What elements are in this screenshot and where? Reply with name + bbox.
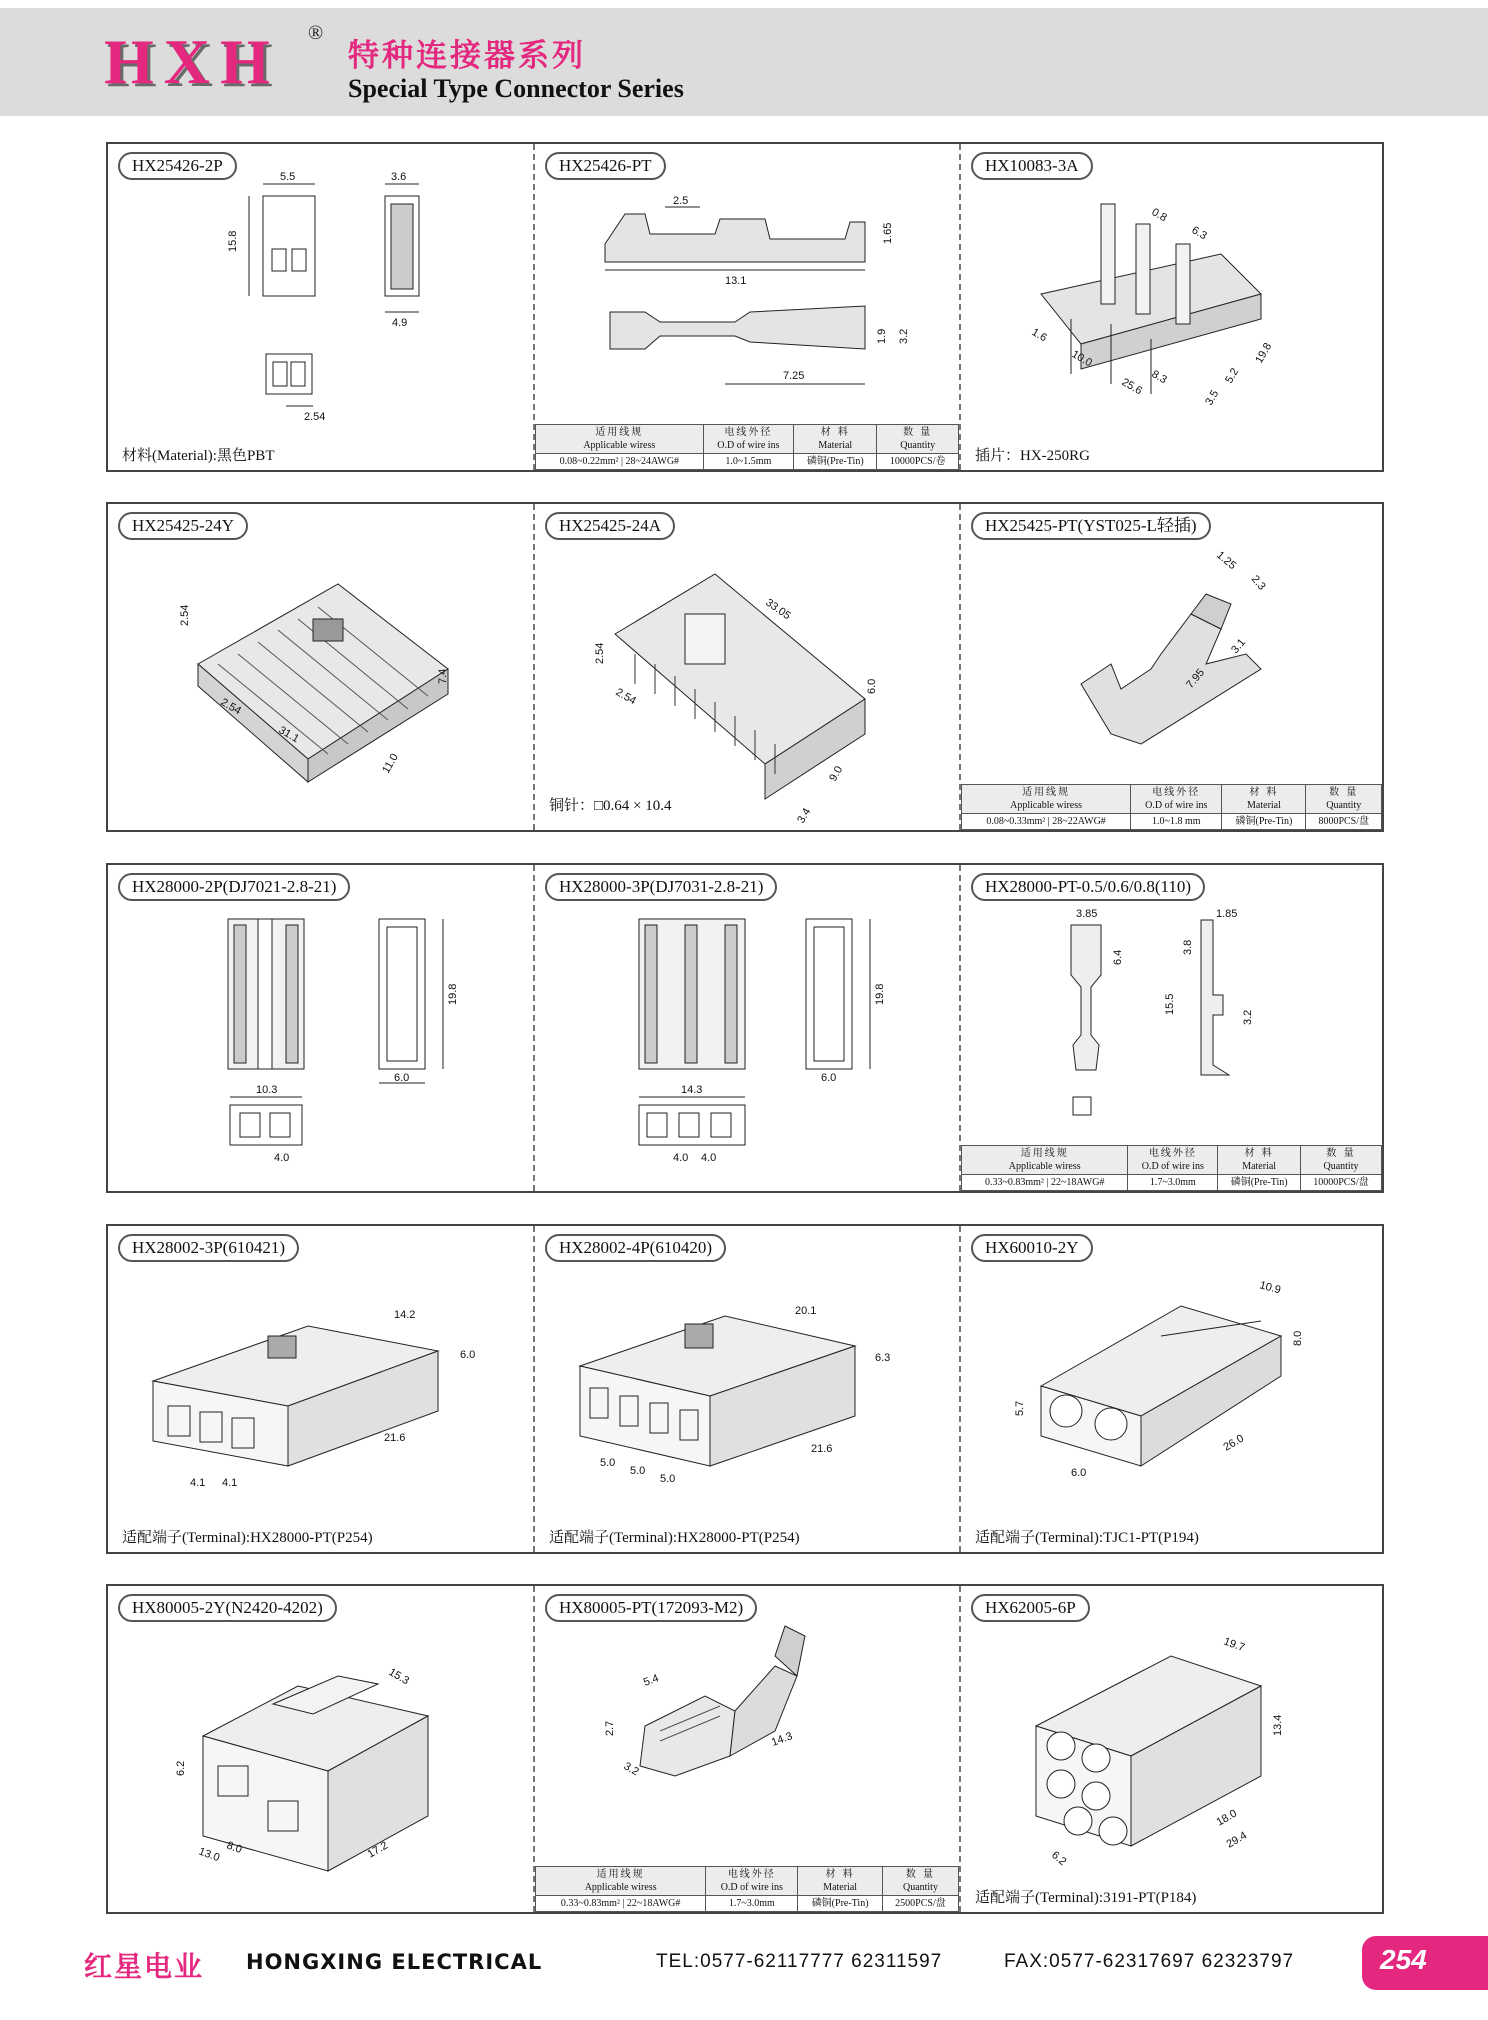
product-label: HX10083-3A xyxy=(971,152,1093,180)
product-cell xyxy=(108,1226,535,1552)
spec-value: 1.7~3.0mm xyxy=(706,1896,798,1912)
dimension-label: 6.0 xyxy=(866,678,878,694)
product-label: HX28000-2P(DJ7021-2.8-21) xyxy=(118,873,350,901)
dimension-label: 10.0 xyxy=(1069,348,1095,370)
spec-header-material: 材 料 Material xyxy=(798,1867,883,1896)
dimension-labels xyxy=(961,865,1382,1125)
product-cell xyxy=(961,1586,1382,1912)
dimension-label: 15.5 xyxy=(1164,993,1176,1015)
dimension-label: 29.4 xyxy=(1224,1829,1250,1851)
spec-header-quantity: 数 量 Quantity xyxy=(877,425,959,454)
dimension-label: 3.2 xyxy=(621,1760,641,1779)
dimension-label: 25.6 xyxy=(1119,376,1145,398)
dimension-label: 6.2 xyxy=(1049,1849,1069,1869)
dimension-labels xyxy=(108,865,535,1195)
dimension-labels xyxy=(535,504,961,834)
dimension-label: 13.1 xyxy=(725,275,747,287)
dimension-label: 19.8 xyxy=(1253,340,1275,366)
spec-header-od: 电线外径 O.D of wire ins xyxy=(706,1867,798,1896)
product-cell xyxy=(535,504,961,830)
dimension-labels xyxy=(961,504,1382,764)
dimension-labels xyxy=(961,1586,1382,1886)
spec-value: 1.0~1.5mm xyxy=(703,454,794,470)
dimension-label: 19.8 xyxy=(447,983,459,1005)
dimension-label: 6.0 xyxy=(394,1072,410,1084)
spec-table xyxy=(961,1145,1382,1191)
dimension-label: 21.6 xyxy=(384,1432,406,1444)
series-title-en: Special Type Connector Series xyxy=(348,74,684,103)
product-cell xyxy=(961,865,1382,1191)
dimension-label: 3.8 xyxy=(1182,939,1194,955)
product-cell xyxy=(961,1226,1382,1552)
dimension-labels xyxy=(535,865,961,1195)
dimension-label: 17.2 xyxy=(365,1839,391,1861)
dimension-label: 6.2 xyxy=(175,1760,187,1776)
product-cell xyxy=(961,504,1382,830)
catalog-row-2 xyxy=(106,502,1384,832)
spec-value: 10000PCS/盘 xyxy=(1300,1175,1381,1191)
dimension-labels xyxy=(535,1226,961,1526)
dimension-label: 4.9 xyxy=(392,317,408,329)
product-label: HX28000-3P(DJ7031-2.8-21) xyxy=(545,873,777,901)
spec-table xyxy=(535,424,959,470)
dimension-label: 8.0 xyxy=(1292,1330,1304,1346)
spec-header-gauge: 适用线规 Applicable wiress xyxy=(962,785,1131,814)
dimension-label: 3.2 xyxy=(1242,1009,1254,1025)
product-label: HX80005-PT(172093-M2) xyxy=(545,1594,757,1622)
spec-value: 0.33~0.83mm² | 22~18AWG# xyxy=(962,1175,1128,1191)
dimension-label: 4.1 xyxy=(190,1477,206,1489)
company-name-cn: 红星电业 xyxy=(84,1950,205,1983)
page-number: 254 xyxy=(1380,1944,1427,1975)
dimension-label: 4.0 xyxy=(274,1152,290,1164)
dimension-label: 20.1 xyxy=(795,1305,817,1317)
dimension-label: 0.8 xyxy=(1149,206,1169,225)
spec-header-od: 电线外径 O.D of wire ins xyxy=(703,425,794,454)
fax: FAX:0577-62317697 62323797 xyxy=(1004,1951,1295,1972)
dimension-label: 10.3 xyxy=(256,1084,278,1096)
dimension-label: 26.0 xyxy=(1221,1432,1247,1454)
dimension-label: 3.85 xyxy=(1076,908,1098,920)
product-cell xyxy=(108,865,535,1191)
dimension-label: 5.2 xyxy=(1223,366,1242,386)
dimension-label: 6.0 xyxy=(460,1349,476,1361)
spec-value: 0.08~0.22mm² | 28~24AWG# xyxy=(536,454,704,470)
dimension-labels xyxy=(108,1586,535,1916)
dimension-label: 15.8 xyxy=(227,230,239,252)
dimension-label: 14.3 xyxy=(681,1084,703,1096)
dimension-label: 7.95 xyxy=(1184,666,1208,691)
dimension-label: 2.54 xyxy=(304,411,326,423)
spec-header-gauge: 适用线规 Applicable wiress xyxy=(536,425,704,454)
dimension-label: 1.6 xyxy=(1029,326,1049,345)
product-label: HX25425-PT(YST025-L轻插) xyxy=(971,512,1211,540)
spec-table xyxy=(535,1866,959,1912)
spec-header-quantity: 数 量 Quantity xyxy=(1306,785,1382,814)
spec-value: 磷铜(Pre-Tin) xyxy=(794,454,877,470)
dimension-label: 6.0 xyxy=(1071,1467,1087,1479)
dimension-label: 4.0 xyxy=(673,1152,689,1164)
dimension-label: 3.2 xyxy=(898,328,910,344)
dimension-label: 3.5 xyxy=(1203,388,1222,408)
catalog-row-5 xyxy=(106,1584,1384,1914)
dimension-label: 6.3 xyxy=(875,1352,891,1364)
dimension-label: 13.0 xyxy=(196,1845,222,1865)
dimension-labels xyxy=(108,504,535,834)
dimension-label: 5.0 xyxy=(600,1457,616,1469)
product-cell xyxy=(535,1226,961,1552)
dimension-label: 2.3 xyxy=(1248,573,1268,593)
material-note: 材料(Material):黑色PBT xyxy=(122,448,275,464)
spec-header-quantity: 数 量 Quantity xyxy=(1300,1146,1381,1175)
dimension-label: 8.3 xyxy=(1149,368,1169,387)
dimension-label: 5.5 xyxy=(280,171,296,183)
dimension-label: 6.3 xyxy=(1189,224,1209,243)
dimension-label: 10.9 xyxy=(1258,1279,1283,1297)
dimension-labels xyxy=(108,144,535,444)
dimension-labels xyxy=(535,1586,961,1846)
dimension-label: 31.1 xyxy=(276,724,302,746)
dimension-label: 6.0 xyxy=(821,1072,837,1084)
product-cell xyxy=(108,504,535,830)
dimension-label: 7.4 xyxy=(437,668,449,684)
spec-header-material: 材 料 Material xyxy=(794,425,877,454)
spec-value: 0.08~0.33mm² | 28~22AWG# xyxy=(962,814,1131,830)
dimension-label: 11.0 xyxy=(380,751,401,776)
product-label: HX28000-PT-0.5/0.6/0.8(110) xyxy=(971,873,1205,901)
product-cell xyxy=(535,144,961,470)
dimension-label: 6.4 xyxy=(1112,949,1124,965)
dimension-label: 1.65 xyxy=(882,222,894,244)
spec-table xyxy=(961,784,1382,830)
product-cell xyxy=(535,865,961,1191)
dimension-label: 21.6 xyxy=(811,1443,833,1455)
pin-note: 铜针：□0.64 × 10.4 xyxy=(549,798,672,814)
spec-value: 10000PCS/卷 xyxy=(877,454,959,470)
telephone: TEL:0577-62117777 62311597 xyxy=(656,1951,943,1972)
dimension-label: 3.1 xyxy=(1229,636,1249,656)
dimension-label: 2.54 xyxy=(594,642,606,664)
spec-header-quantity: 数 量 Quantity xyxy=(882,1867,958,1896)
registered-mark: ® xyxy=(308,22,324,44)
product-cell xyxy=(108,1586,535,1912)
spec-value: 1.7~3.0mm xyxy=(1128,1175,1218,1191)
dimension-label: 19.7 xyxy=(1221,1635,1247,1655)
dimension-label: 5.4 xyxy=(641,1672,661,1689)
product-cell xyxy=(108,144,535,470)
dimension-label: 2.5 xyxy=(673,195,689,207)
dimension-label: 4.0 xyxy=(701,1152,717,1164)
spec-value: 1.0~1.8 mm xyxy=(1131,814,1222,830)
dimension-label: 2.54 xyxy=(218,696,244,718)
terminal-note: 适配端子(Terminal):TJC1-PT(P194) xyxy=(975,1530,1199,1546)
brand-logo: HXH xyxy=(104,26,280,97)
spec-header-od: 电线外径 O.D of wire ins xyxy=(1131,785,1222,814)
terminal-note: 适配端子(Terminal):HX28000-PT(P254) xyxy=(549,1530,800,1546)
dimension-label: 19.8 xyxy=(874,983,886,1005)
spec-value: 0.33~0.83mm² | 22~18AWG# xyxy=(536,1896,706,1912)
product-label: HX25425-24Y xyxy=(118,512,248,540)
product-label: HX25426-2P xyxy=(118,152,237,180)
product-label: HX80005-2Y(N2420-4202) xyxy=(118,1594,337,1622)
dimension-label: 1.9 xyxy=(876,328,888,344)
spec-header-material: 材 料 Material xyxy=(1218,1146,1301,1175)
tab-note: 插片：HX-250RG xyxy=(975,448,1090,464)
dimension-label: 5.7 xyxy=(1014,1400,1026,1416)
dimension-label: 7.25 xyxy=(783,370,805,382)
dimension-label: 2.54 xyxy=(613,686,639,708)
terminal-note: 适配端子(Terminal):HX28000-PT(P254) xyxy=(122,1530,373,1546)
spec-value: 磷铜(Pre-Tin) xyxy=(1222,814,1306,830)
spec-header-od: 电线外径 O.D of wire ins xyxy=(1128,1146,1218,1175)
dimension-labels xyxy=(108,1226,535,1526)
dimension-label: 1.85 xyxy=(1216,908,1238,920)
dimension-label: 9.0 xyxy=(827,764,846,784)
series-title-cn: 特种连接器系列 xyxy=(348,38,586,74)
dimension-label: 15.3 xyxy=(386,1666,412,1688)
product-label: HX28002-4P(610420) xyxy=(545,1234,726,1262)
dimension-label: 3.6 xyxy=(391,171,407,183)
company-name-en: HONGXING ELECTRICAL xyxy=(246,1950,543,1974)
dimension-labels xyxy=(961,144,1382,444)
dimension-label: 18.0 xyxy=(1214,1807,1240,1829)
dimension-label: 2.54 xyxy=(179,604,191,626)
spec-header-material: 材 料 Material xyxy=(1222,785,1306,814)
product-label: HX62005-6P xyxy=(971,1594,1090,1622)
spec-header-gauge: 适用线规 Applicable wiress xyxy=(962,1146,1128,1175)
spec-header-gauge: 适用线规 Applicable wiress xyxy=(536,1867,706,1896)
spec-value: 磷铜(Pre-Tin) xyxy=(1218,1175,1301,1191)
dimension-labels xyxy=(961,1226,1382,1526)
catalog-row-1 xyxy=(106,142,1384,472)
spec-value: 2500PCS/盘 xyxy=(882,1896,958,1912)
product-label: HX28002-3P(610421) xyxy=(118,1234,299,1262)
dimension-label: 13.4 xyxy=(1272,1714,1284,1736)
spec-value: 磷铜(Pre-Tin) xyxy=(798,1896,883,1912)
terminal-note: 适配端子(Terminal):3191-PT(P184) xyxy=(975,1890,1197,1906)
product-cell xyxy=(535,1586,961,1912)
product-cell xyxy=(961,144,1382,470)
dimension-label: 5.0 xyxy=(630,1465,646,1477)
catalog-row-3 xyxy=(106,863,1384,1193)
dimension-label: 8.0 xyxy=(224,1839,244,1857)
dimension-label: 33.05 xyxy=(763,596,793,623)
dimension-labels xyxy=(535,144,961,404)
dimension-label: 3.4 xyxy=(795,806,814,826)
dimension-label: 2.7 xyxy=(604,1720,616,1736)
dimension-label: 4.1 xyxy=(222,1477,238,1489)
product-label: HX25425-24A xyxy=(545,512,675,540)
dimension-label: 5.0 xyxy=(660,1473,676,1485)
catalog-row-4 xyxy=(106,1224,1384,1554)
spec-value: 8000PCS/盘 xyxy=(1306,814,1382,830)
dimension-label: 14.2 xyxy=(394,1309,416,1321)
product-label: HX25426-PT xyxy=(545,152,666,180)
dimension-label: 1.25 xyxy=(1214,549,1239,573)
dimension-label: 14.3 xyxy=(769,1730,795,1749)
product-label: HX60010-2Y xyxy=(971,1234,1093,1262)
